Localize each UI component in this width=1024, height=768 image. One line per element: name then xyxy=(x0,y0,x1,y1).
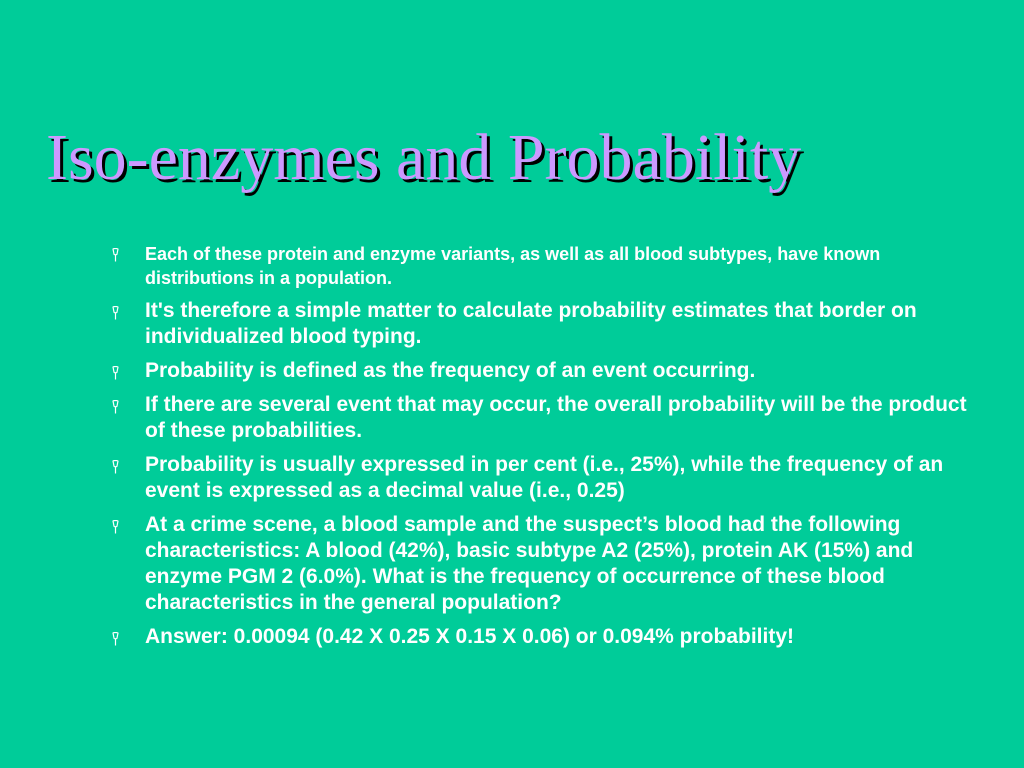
bullet-text: It's therefore a simple matter to calculate probability estimates that border on individualized blood typing. xyxy=(145,299,917,348)
bullet-text: Each of these protein and enzyme variants, as well as all blood subtypes, have known distributions in a population. xyxy=(145,244,881,288)
pushpin-icon xyxy=(111,460,120,474)
bullet-item xyxy=(108,392,978,444)
bullet-item xyxy=(108,624,978,650)
bullet-item xyxy=(108,512,978,616)
pushpin-icon xyxy=(111,248,120,262)
bullet-text: Probability is defined as the frequency of an event occurring. xyxy=(145,359,756,382)
pushpin-icon xyxy=(111,306,120,320)
bullet-text: If there are several event that may occur, the overall probability will be the product of these probabilities. xyxy=(145,393,967,442)
slide-title: Iso-enzymes and Probability xyxy=(46,121,802,194)
pushpin-icon xyxy=(111,520,120,534)
bullet-item xyxy=(108,358,978,384)
bullet-item xyxy=(108,298,978,350)
bullet-text: Answer: 0.00094 (0.42 X 0.25 X 0.15 X 0.06) or 0.094% probability! xyxy=(145,625,794,648)
pushpin-icon xyxy=(111,400,120,414)
bullet-list xyxy=(108,242,978,658)
pushpin-icon xyxy=(111,366,120,380)
bullet-item xyxy=(108,452,978,504)
pushpin-icon xyxy=(111,632,120,646)
bullet-text: Probability is usually expressed in per cent (i.e., 25%), while the frequency of an event is expressed as a decimal value (i.e., 0.25) xyxy=(145,453,944,502)
bullet-text: At a crime scene, a blood sample and the suspect’s blood had the following characteristics: A blood (42%), basic subtype A2 (25%), protein AK (15%) and enzyme PGM 2 (6.0%). What is the frequency of occurrence of these blood characteristics in the general population? xyxy=(145,513,914,614)
bullet-item xyxy=(108,242,978,290)
